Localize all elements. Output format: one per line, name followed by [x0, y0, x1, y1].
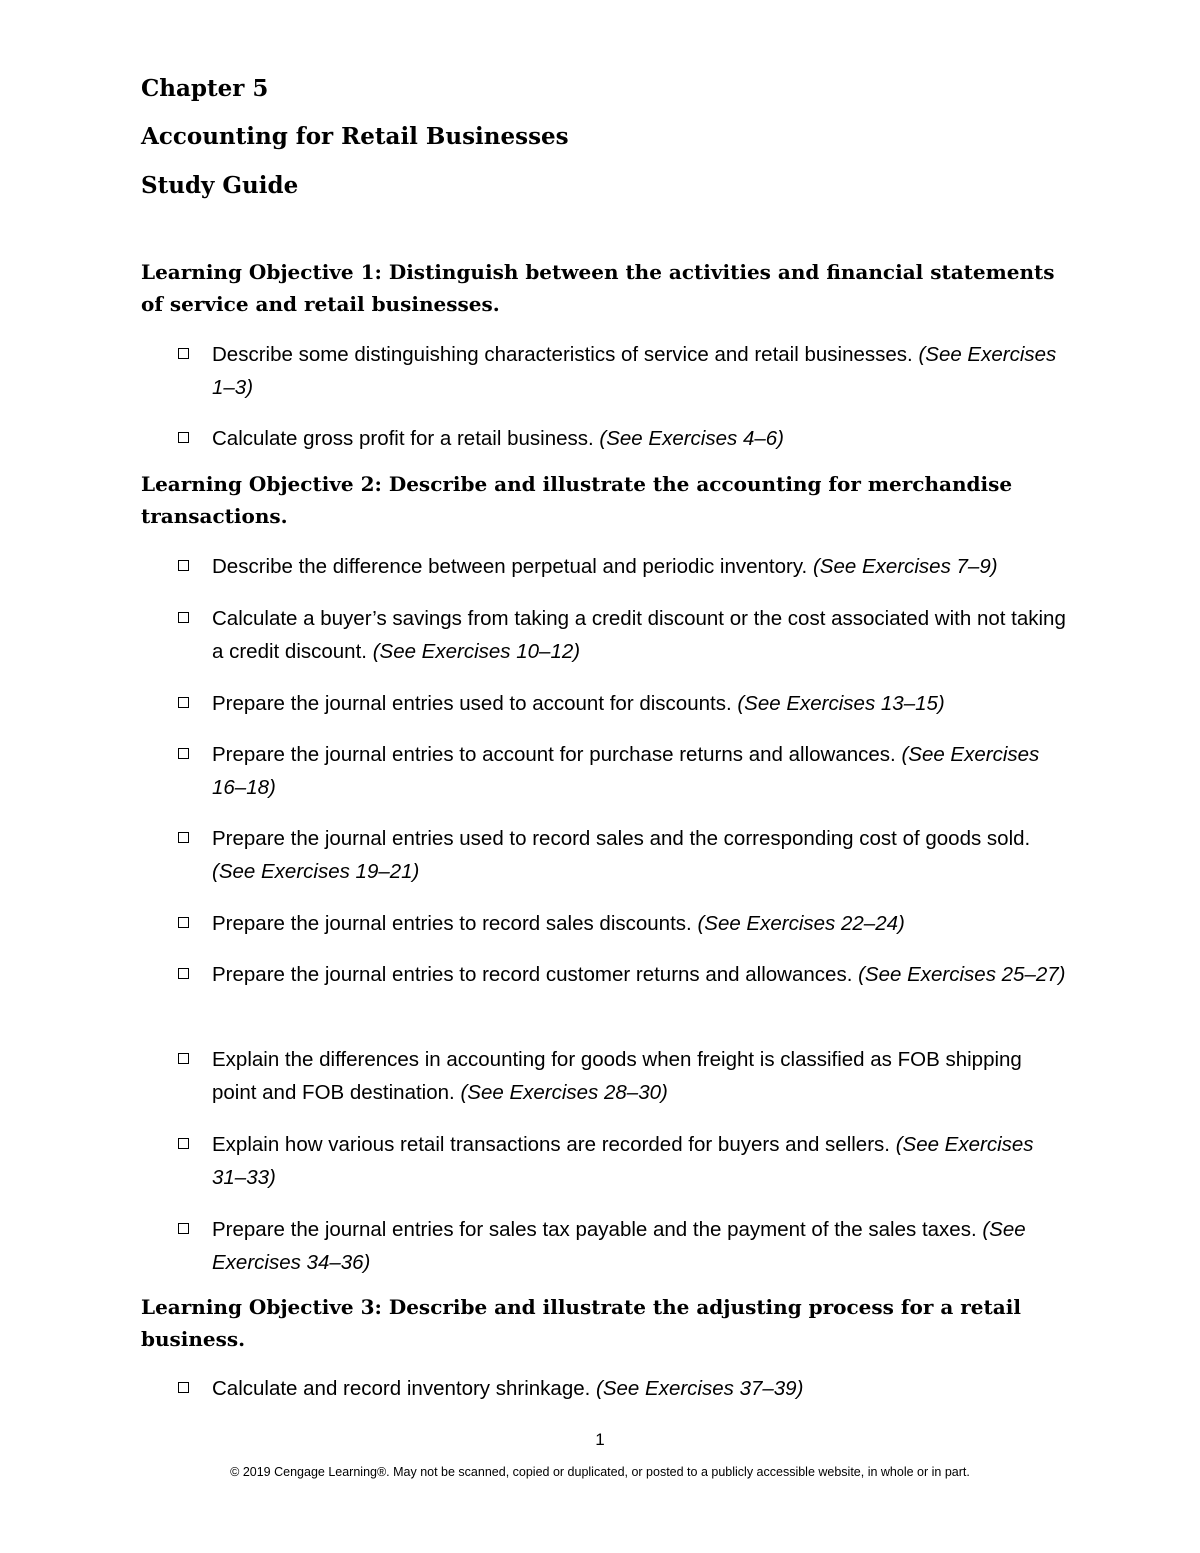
exercise-reference: (See Exercises 16–18): [212, 743, 1040, 799]
item-text: Calculate and record inventory shrinkage.: [212, 1377, 591, 1400]
chapter-title: Accounting for Retail Businesses: [141, 123, 569, 150]
checklist-item: [178, 602, 1068, 668]
item-text: Calculate a buyer’s savings from taking a credit discount or the cost associated with not taking a credit discount.: [212, 607, 1066, 663]
checkbox-icon[interactable]: [178, 348, 189, 359]
item-text: Prepare the journal entries used to account for discounts.: [212, 692, 732, 715]
exercise-reference: (See Exercises 13–15): [737, 692, 945, 715]
item-text: Prepare the journal entries for sales tax payable and the payment of the sales taxes.: [212, 1218, 977, 1241]
item-text: Prepare the journal entries to record sales discounts.: [212, 912, 692, 935]
item-text: Prepare the journal entries to account for purchase returns and allowances.: [212, 743, 896, 766]
item-text: Explain how various retail transactions are recorded for buyers and sellers.: [212, 1133, 890, 1156]
item-text-block: [212, 1043, 1068, 1109]
checkbox-icon[interactable]: [178, 560, 189, 571]
checklist-item: [178, 550, 1068, 583]
checkbox-icon[interactable]: [178, 1138, 189, 1149]
checkbox-icon[interactable]: [178, 917, 189, 928]
item-text: Explain the differences in accounting for goods when freight is classified as FOB shipping point and FOB destination.: [212, 1048, 1022, 1104]
item-text: Describe some distinguishing characteristics of service and retail businesses.: [212, 343, 913, 366]
exercise-reference: (See Exercises 19–21): [212, 860, 420, 883]
item-text-block: [212, 1372, 1068, 1405]
item-text-block: [212, 822, 1068, 888]
item-text-block: [212, 907, 1068, 940]
item-text-block: [212, 738, 1068, 804]
checkbox-icon[interactable]: [178, 748, 189, 759]
exercise-reference: (See Exercises 37–39): [596, 1377, 804, 1400]
checkbox-icon[interactable]: [178, 612, 189, 623]
item-text: Describe the difference between perpetual and periodic inventory.: [212, 555, 808, 578]
item-text-block: [212, 422, 1068, 455]
item-text: Prepare the journal entries to record customer returns and allowances.: [212, 963, 853, 986]
exercise-reference: (See Exercises 28–30): [460, 1081, 668, 1104]
item-text-block: [212, 1128, 1068, 1194]
page-number: 1: [595, 1430, 605, 1449]
checklist-item: [178, 687, 1068, 720]
item-text-block: [212, 602, 1068, 668]
exercise-reference: (See Exercises 1–3): [212, 343, 1057, 399]
checklist-item: [178, 1372, 1068, 1405]
item-text-block: [212, 687, 1068, 720]
item-text: Prepare the journal entries used to record sales and the corresponding cost of goods sold.: [212, 827, 1031, 850]
exercise-reference: (See Exercises 7–9): [812, 555, 998, 578]
checklist-item: [178, 338, 1068, 404]
checkbox-icon[interactable]: [178, 1223, 189, 1234]
checkbox-icon[interactable]: [178, 832, 189, 843]
checkbox-icon[interactable]: [178, 697, 189, 708]
objective-2-heading: Learning Objective 2: Describe and illustrate the accounting for merchandise transactions.: [141, 472, 1013, 528]
item-text: Calculate gross profit for a retail business.: [212, 427, 594, 450]
exercise-reference: (See Exercises 4–6): [599, 427, 784, 450]
exercise-reference: (See Exercises 31–33): [212, 1133, 1034, 1189]
checklist-item: [178, 1213, 1068, 1279]
copyright-notice: © 2019 Cengage Learning®. May not be scanned, copied or duplicated, or posted to a publicly accessible website, in whole or in part.: [230, 1465, 970, 1479]
objective-1-heading: Learning Objective 1: Distinguish between the activities and financial statements of service and retail businesses.: [141, 260, 1055, 316]
checklist-item: [178, 738, 1068, 804]
checkbox-icon[interactable]: [178, 1053, 189, 1064]
exercise-reference: (See Exercises 22–24): [697, 912, 905, 935]
checkbox-icon[interactable]: [178, 968, 189, 979]
document-subtitle: Study Guide: [141, 172, 299, 199]
item-text-block: [212, 338, 1068, 404]
checkbox-icon[interactable]: [178, 1382, 189, 1393]
checkbox-icon[interactable]: [178, 432, 189, 443]
exercise-reference: (See Exercises 34–36): [212, 1218, 1026, 1274]
exercise-reference: (See Exercises 10–12): [372, 640, 581, 663]
item-text-block: [212, 958, 1068, 991]
checklist-item: [178, 822, 1068, 888]
item-text-block: [212, 550, 1068, 583]
checklist-item: [178, 422, 1068, 455]
item-text-block: [212, 1213, 1068, 1279]
objective-3-heading: Learning Objective 3: Describe and illustrate the adjusting process for a retail business.: [141, 1295, 1021, 1351]
checklist-item: [178, 1128, 1068, 1194]
exercise-reference: (See Exercises 25–27): [858, 963, 1066, 986]
checklist-item: [178, 907, 1068, 940]
checklist-item: [178, 958, 1068, 991]
chapter-label: Chapter 5: [141, 75, 269, 102]
checklist-item: [178, 1043, 1068, 1109]
